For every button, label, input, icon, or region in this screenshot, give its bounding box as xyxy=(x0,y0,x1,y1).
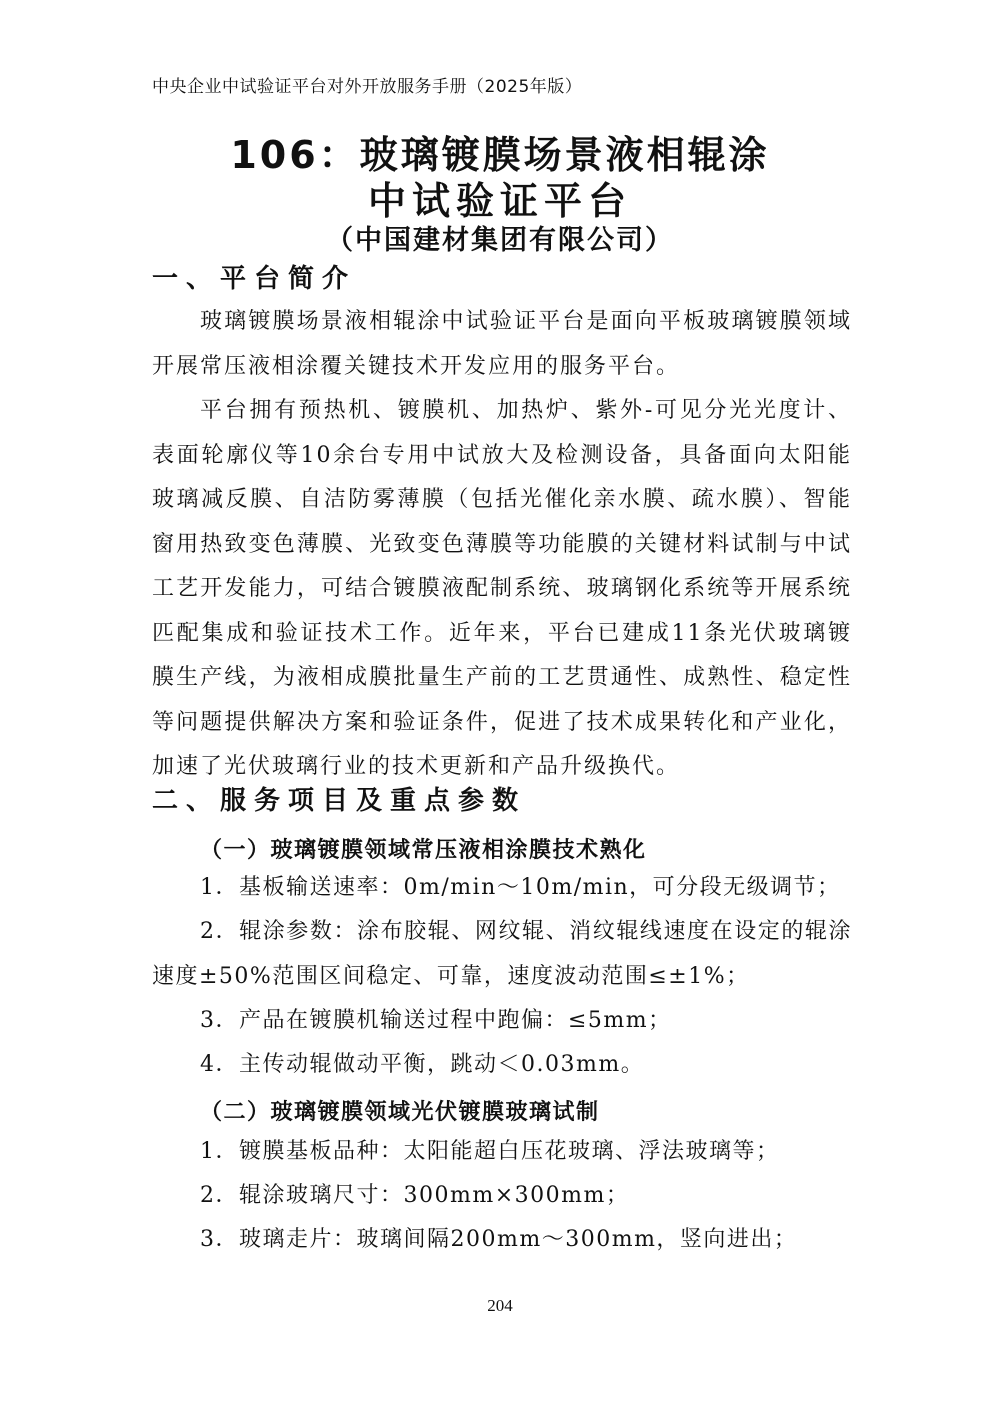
list-item: 1．镀膜基板品种：太阳能超白压花玻璃、浮法玻璃等； xyxy=(200,1139,780,1164)
subsection-heading-1: （一）玻璃镀膜领域常压液相涂膜技术熟化 xyxy=(200,838,647,863)
intro-paragraph-2: 平台拥有预热机、镀膜机、加热炉、紫外-可见分光光度计、表面轮廓仪等10余台专用中试放大及检测设备，具备面向太阳能玻璃减反膜、自洁防雾薄膜（包括光催化亲水膜、疏水膜）、智能窗用热致变色薄膜、光致变色薄膜等功能膜的关键材料试制与中试工艺开发能力，可结合镀膜液配制系统、玻璃钢化系统等开展系统匹配集成和验证技术工作。近年来，平台已建成11条光伏玻璃镀膜生产线，为液相成膜批量生产前的工艺贯通性、成熟性、稳定性等问题提供解决方案和验证条件，促进了技术成果转化和产业化，加速了光伏玻璃行业的技术更新和产品升级换代。 xyxy=(152,398,852,779)
page-number: 204 xyxy=(487,1296,513,1315)
page-title-line-2: 中试验证平台 xyxy=(367,179,632,223)
list-item: 3．玻璃走片：玻璃间隔200mm～300mm，竖向进出； xyxy=(200,1227,798,1252)
intro-paragraph-1: 玻璃镀膜场景液相辊涂中试验证平台是面向平板玻璃镀膜领域开展常压液相涂覆关键技术开发应用的服务平台。 xyxy=(152,309,852,379)
list-item: 3．产品在镀膜机输送过程中跑偏：≤5mm； xyxy=(200,1008,672,1033)
list-item: 2．辊涂玻璃尺寸：300mm×300mm； xyxy=(200,1183,630,1208)
running-header: 中央企业中试验证平台对外开放服务手册（2025年版） xyxy=(152,77,583,97)
section-heading-services: 二、服务项目及重点参数 xyxy=(152,786,527,816)
page-title-line-1: 106：玻璃镀膜场景液相辊涂 xyxy=(230,133,770,177)
section-heading-platform-intro: 一、平台简介 xyxy=(152,264,357,294)
list-item: 1．基板输送速率：0m/min～10m/min，可分段无级调节； xyxy=(200,875,841,900)
subsection-heading-2: （二）玻璃镀膜领域光伏镀膜玻璃试制 xyxy=(200,1100,600,1125)
list-item: 4．主传动辊做动平衡，跳动＜0.03mm。 xyxy=(200,1052,645,1077)
organization-subtitle: （中国建材集团有限公司） xyxy=(326,225,674,256)
list-item: 2．辊涂参数：涂布胶辊、网纹辊、消纹辊线速度在设定的辊涂速度±50%范围区间稳定、可靠，速度波动范围≤±1%； xyxy=(152,919,852,989)
